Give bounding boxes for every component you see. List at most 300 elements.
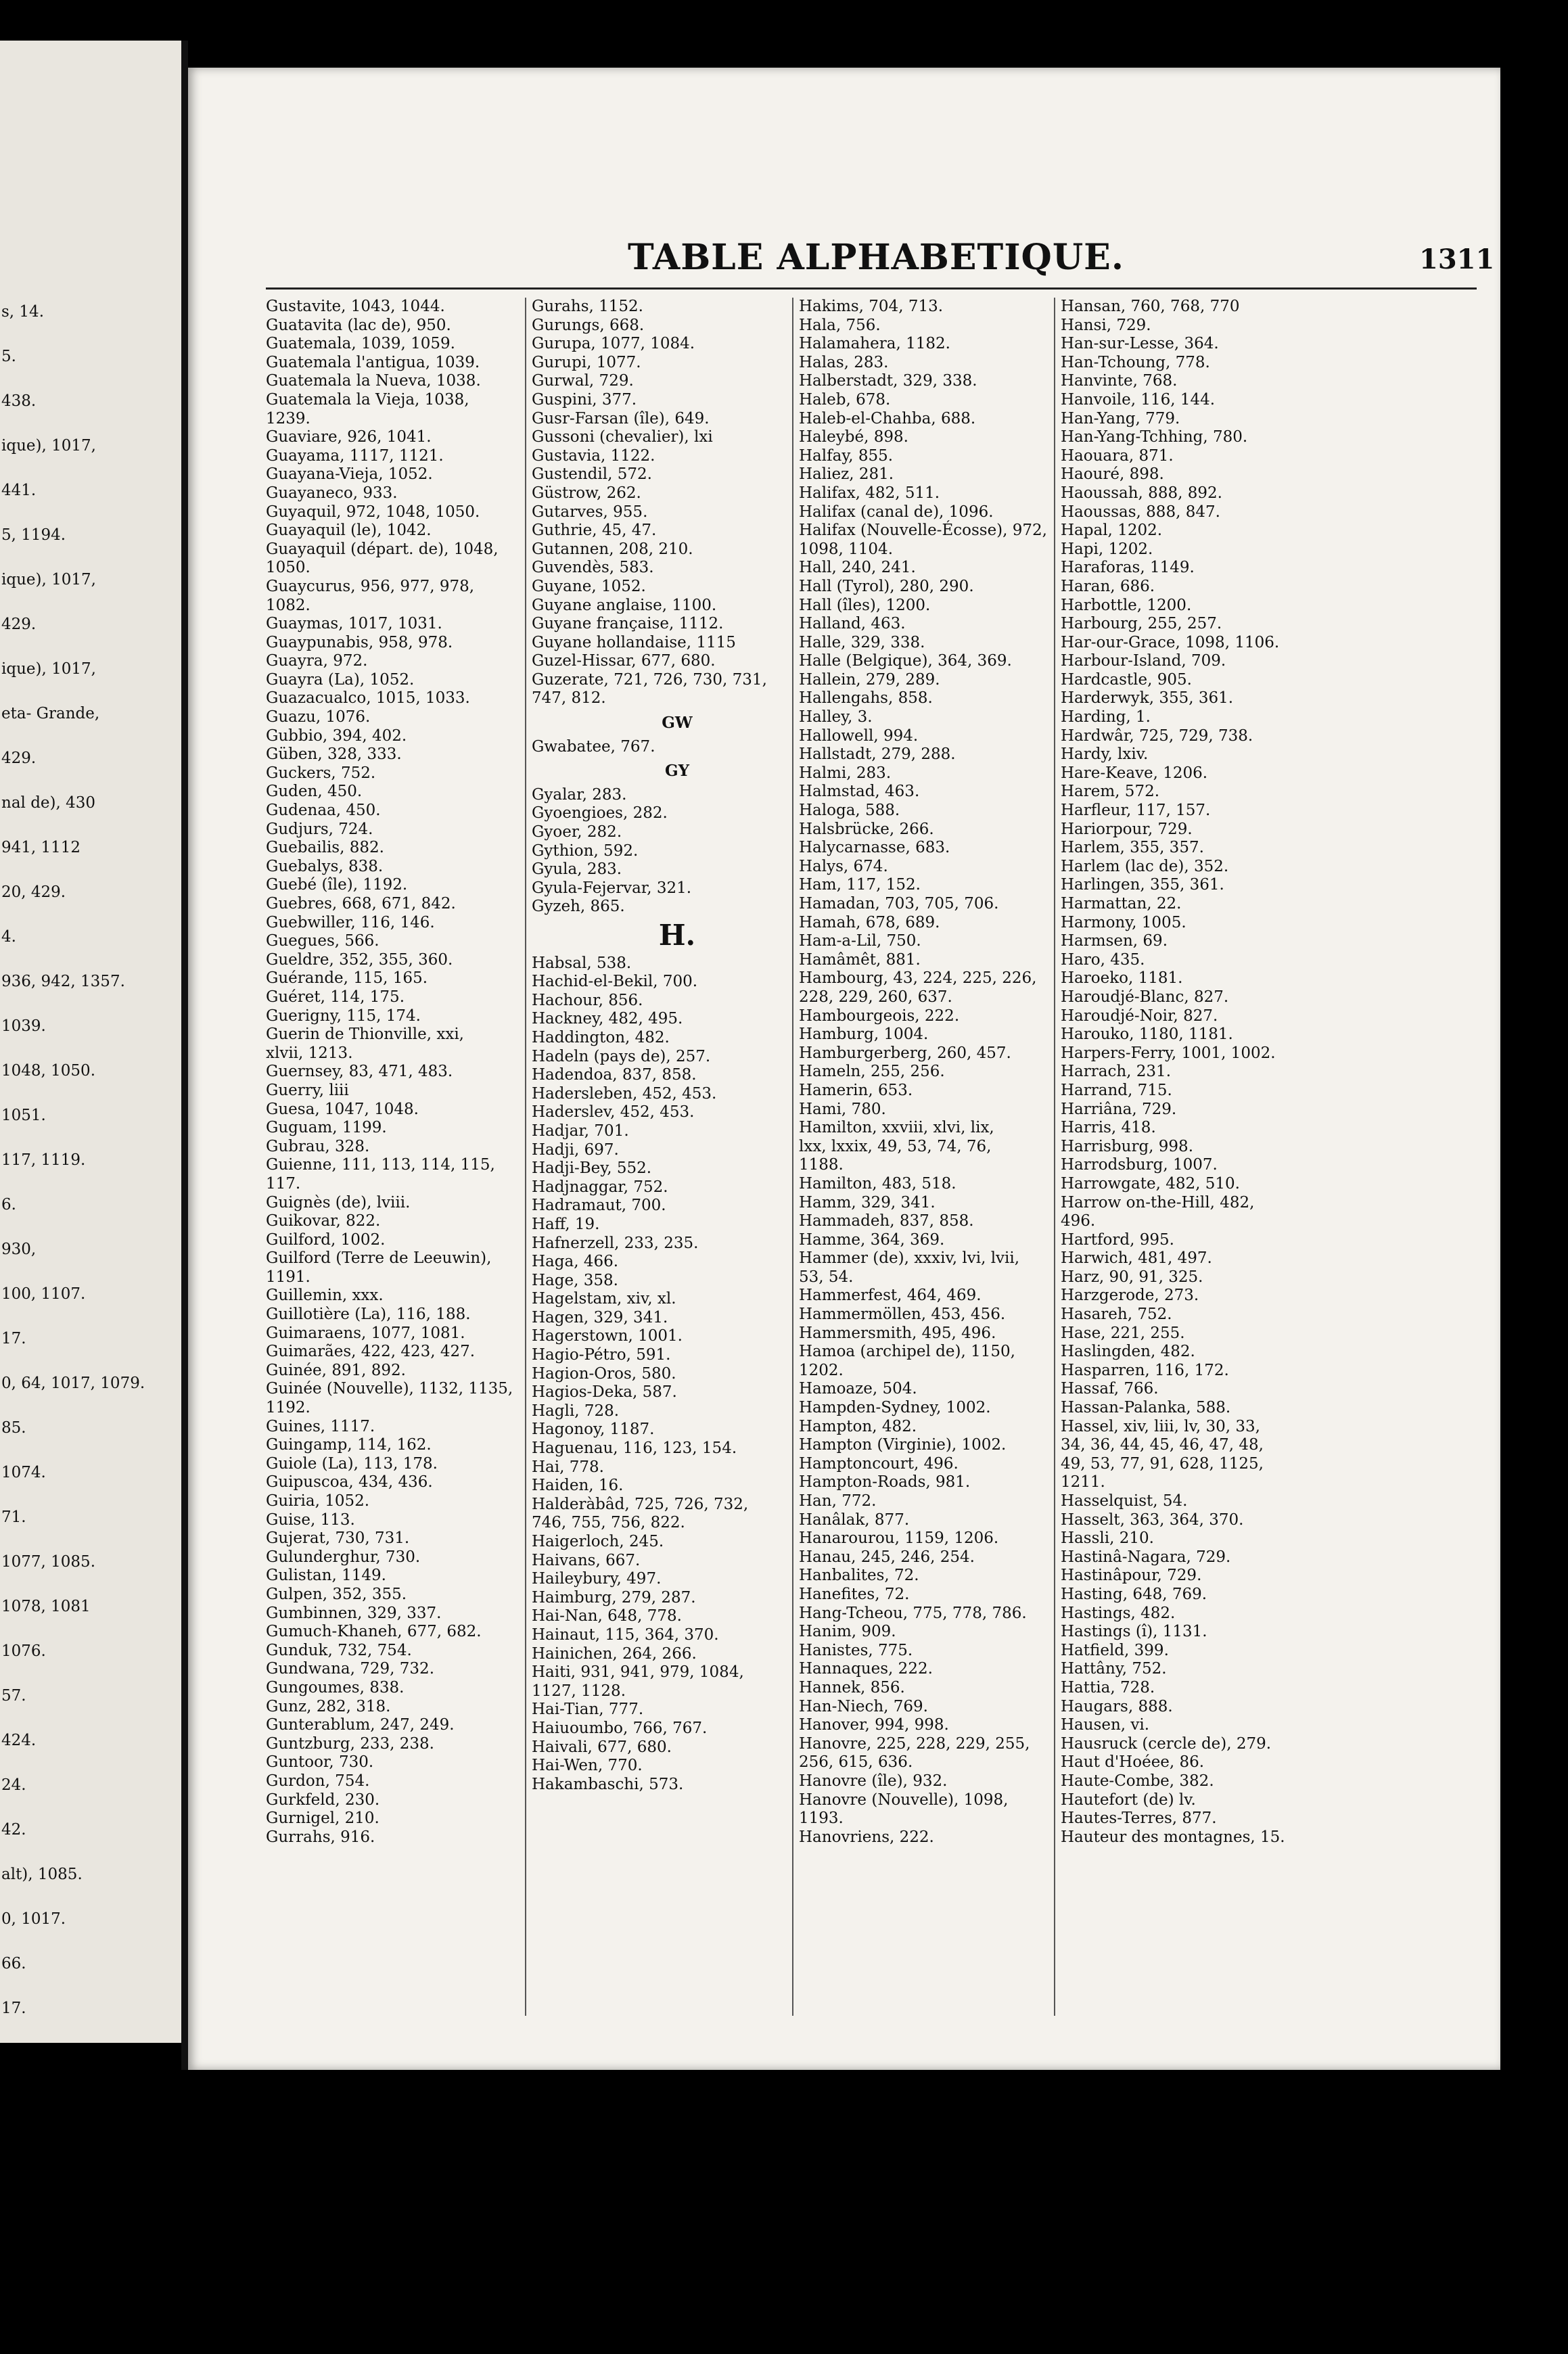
index-entry: Hadjnaggar, 752.: [532, 1178, 668, 1196]
index-entry: Hafnerzell, 233, 235.: [532, 1234, 699, 1252]
index-entry: lxx, lxxix, 49, 53, 74, 76,: [799, 1137, 992, 1155]
index-entry: Guaypunabis, 958, 978.: [266, 633, 453, 651]
index-entry: Habsal, 538.: [532, 954, 632, 972]
left-page-text: 438.: [1, 392, 37, 410]
index-entry: Halifax (canal de), 1096.: [799, 503, 994, 521]
index-entry: Guayaquil (le), 1042.: [266, 522, 432, 540]
index-entry: Hastings (î), 1131.: [1061, 1623, 1207, 1641]
index-entry: Hardy, lxiv.: [1061, 745, 1149, 764]
index-entry: 256, 615, 636.: [799, 1753, 913, 1772]
index-entry: Guntoor, 730.: [266, 1753, 374, 1772]
index-entry: Hadersleben, 452, 453.: [532, 1084, 717, 1103]
index-entry: Hasparren, 116, 172.: [1061, 1361, 1229, 1379]
index-entry: Gurkfeld, 230.: [266, 1791, 380, 1809]
index-entry: Guazu, 1076.: [266, 708, 371, 726]
left-page-text: 4.: [1, 928, 16, 946]
index-entry: Halland, 463.: [799, 615, 906, 633]
left-page-text: 1078, 1081: [1, 1598, 91, 1615]
index-entry: Hamburg, 1004.: [799, 1025, 929, 1044]
index-entry: Guesa, 1047, 1048.: [266, 1100, 419, 1118]
index-entry: 1127, 1128.: [532, 1682, 626, 1700]
index-entry: Hasselt, 363, 364, 370.: [1061, 1510, 1244, 1529]
index-entry: Hannek, 856.: [799, 1678, 905, 1697]
index-entry: Guatavita (lac de), 950.: [266, 316, 451, 334]
header-rule: [266, 287, 1477, 290]
left-page-text: 1051.: [1, 1107, 46, 1124]
left-page-text: ique), 1017,: [1, 660, 96, 678]
left-page-text: 71.: [1, 1508, 26, 1526]
index-entry: Hachour, 856.: [532, 991, 643, 1009]
index-entry: Haderslev, 452, 453.: [532, 1103, 695, 1122]
index-entry: Gurdon, 754.: [266, 1772, 370, 1790]
index-entry: Gudjurs, 724.: [266, 820, 373, 838]
index-entry: Han-Yang, 779.: [1061, 409, 1180, 428]
index-entry: Hadeln (pays de), 257.: [532, 1047, 711, 1065]
column-rule: [1054, 298, 1055, 2016]
index-entry: Guatemala l'antigua, 1039.: [266, 353, 480, 371]
index-entry: Gulistan, 1149.: [266, 1567, 386, 1585]
index-entry: Hamburgerberg, 260, 457.: [799, 1044, 1011, 1062]
index-entry: Harem, 572.: [1061, 783, 1160, 801]
index-entry: Guaymas, 1017, 1031.: [266, 615, 442, 633]
index-entry: Hamadan, 703, 705, 706.: [799, 895, 999, 913]
index-entry: Guaycurus, 956, 977, 978,: [266, 577, 475, 595]
index-entry: Gujerat, 730, 731.: [266, 1529, 410, 1548]
index-entry: Harrand, 715.: [1061, 1081, 1172, 1099]
index-entry: Han-Tchoung, 778.: [1061, 353, 1210, 371]
index-entry: 49, 53, 77, 91, 628, 1125,: [1061, 1454, 1264, 1473]
index-entry: 1211.: [1061, 1473, 1105, 1492]
index-entry: Hagelstam, xiv, xl.: [532, 1290, 676, 1308]
left-page-text: 424.: [1, 1732, 37, 1749]
index-entry: Guegues, 566.: [266, 932, 379, 950]
left-page-text: alt), 1085.: [1, 1866, 83, 1883]
index-entry: Guayaquil (départ. de), 1048,: [266, 540, 499, 558]
index-entry: Guatemala la Nueva, 1038.: [266, 372, 481, 390]
index-entry: Gurwal, 729.: [532, 372, 634, 390]
index-entry: 1193.: [799, 1809, 844, 1828]
index-entry: Guebwiller, 116, 146.: [266, 913, 435, 931]
left-page-text: 0, 64, 1017, 1079.: [1, 1375, 145, 1392]
index-entry: Hastings, 482.: [1061, 1604, 1176, 1622]
index-entry: Guignès (de), lviii.: [266, 1193, 411, 1211]
index-entry: Harlingen, 355, 361.: [1061, 876, 1224, 894]
index-entry: Hagli, 728.: [532, 1402, 620, 1420]
index-entry: Gyalar, 283.: [532, 785, 627, 804]
index-entry: Haouara, 871.: [1061, 446, 1174, 465]
index-entry: Han-Yang-Tchhing, 780.: [1061, 428, 1248, 446]
index-entry: Gythion, 592.: [532, 841, 639, 860]
index-entry: Hainichen, 264, 266.: [532, 1644, 697, 1663]
index-entry: Guayama, 1117, 1121.: [266, 446, 444, 465]
index-entry: Hasareh, 752.: [1061, 1306, 1172, 1324]
index-entry: Guntzburg, 233, 238.: [266, 1734, 434, 1753]
index-entry: Gundwana, 729, 732.: [266, 1660, 435, 1678]
left-page-text: ique), 1017,: [1, 437, 96, 455]
index-entry: Haran, 686.: [1061, 577, 1155, 595]
index-entry: Harderwyk, 355, 361.: [1061, 689, 1234, 708]
page-number: 1311: [1419, 244, 1495, 275]
index-entry: 1050.: [266, 559, 310, 577]
section-heading: GW: [662, 714, 693, 733]
index-entry: Halmstad, 463.: [799, 783, 920, 801]
index-entry: Guayra (La), 1052.: [266, 670, 415, 689]
index-entry: Halas, 283.: [799, 353, 889, 371]
index-entry: Gurnigel, 210.: [266, 1809, 379, 1828]
index-entry: 1192.: [266, 1399, 310, 1417]
book-fold: [181, 41, 188, 2070]
index-entry: Gyula-Fejervar, 321.: [532, 879, 692, 897]
index-entry: Gurrahs, 916.: [266, 1828, 375, 1846]
index-entry: Hadji, 697.: [532, 1140, 619, 1159]
index-entry: Hapal, 1202.: [1061, 522, 1163, 540]
index-entry: Guerry, liii: [266, 1081, 349, 1099]
index-entry: Hallstadt, 279, 288.: [799, 745, 956, 764]
index-entry: Hammersmith, 495, 496.: [799, 1324, 996, 1342]
index-entry: Hachid-el-Bekil, 700.: [532, 973, 698, 991]
index-entry: Guzel-Hissar, 677, 680.: [532, 652, 716, 670]
index-entry: Harbottle, 1200.: [1061, 596, 1192, 614]
left-page-text: 66.: [1, 1955, 26, 1972]
left-page-text: 936, 942, 1357.: [1, 973, 125, 990]
index-entry: Hage, 358.: [532, 1271, 618, 1289]
left-page-text: eta- Grande,: [1, 705, 100, 722]
index-entry: Hallowell, 994.: [799, 726, 919, 745]
left-page-text: 0, 1017.: [1, 1910, 66, 1928]
index-entry: Guzerate, 721, 726, 730, 731,: [532, 670, 767, 689]
index-entry: Hai-Tian, 777.: [532, 1701, 644, 1719]
index-entry: Harbourg, 255, 257.: [1061, 615, 1222, 633]
left-page-text: 429.: [1, 749, 37, 767]
index-entry: Ham-a-Lil, 750.: [799, 932, 921, 950]
index-entry: Harding, 1.: [1061, 708, 1151, 726]
index-entry: Guiria, 1052.: [266, 1492, 370, 1510]
index-entry: Hami, 780.: [799, 1100, 886, 1118]
index-entry: Halifax, 482, 511.: [799, 484, 940, 502]
left-page-text: 5.: [1, 348, 16, 365]
index-entry: Hang-Tcheou, 775, 778, 786.: [799, 1604, 1027, 1622]
index-entry: Harrow on-the-Hill, 482,: [1061, 1193, 1255, 1211]
index-entry: Haguenau, 116, 123, 154.: [532, 1439, 737, 1458]
index-entry: Halifax (Nouvelle-Écosse), 972,: [799, 522, 1047, 540]
left-page-text: 100, 1107.: [1, 1285, 86, 1303]
index-entry: Guiole (La), 113, 178.: [266, 1454, 438, 1473]
index-entry: 1098, 1104.: [799, 540, 893, 558]
index-entry: Guernsey, 83, 471, 483.: [266, 1063, 453, 1081]
left-page-text: 441.: [1, 482, 37, 499]
index-entry: Gumbinnen, 329, 337.: [266, 1604, 442, 1622]
left-page-text: 117, 1119.: [1, 1151, 86, 1169]
index-entry: Hagerstown, 1001.: [532, 1327, 683, 1345]
index-entry: Gusr-Farsan (île), 649.: [532, 409, 710, 428]
index-entry: Hanâlak, 877.: [799, 1510, 910, 1529]
left-page-text: 42.: [1, 1821, 26, 1839]
index-entry: Guguam, 1199.: [266, 1119, 387, 1137]
index-entry: Hadjar, 701.: [532, 1122, 629, 1140]
index-entry: Guienne, 111, 113, 114, 115,: [266, 1156, 495, 1174]
index-entry: Gustendil, 572.: [532, 465, 652, 484]
index-entry: Hamoaze, 504.: [799, 1380, 917, 1398]
left-page-text: 17.: [1, 2000, 26, 2017]
column-rule: [525, 298, 526, 2016]
index-entry: Haroudjé-Noir, 827.: [1061, 1007, 1218, 1025]
index-entry: Haslingden, 482.: [1061, 1343, 1195, 1361]
index-entry: Guillotière (La), 116, 188.: [266, 1306, 471, 1324]
index-entry: Harrisburg, 998.: [1061, 1137, 1194, 1155]
index-entry: Gyoengioes, 282.: [532, 804, 668, 823]
index-entry: Hassan-Palanka, 588.: [1061, 1399, 1231, 1417]
index-entry: Gyula, 283.: [532, 860, 622, 879]
index-entry: Harmattan, 22.: [1061, 895, 1182, 913]
index-entry: Hallein, 279, 289.: [799, 670, 940, 689]
left-page-text: 24.: [1, 1776, 26, 1794]
index-entry: Hanim, 909.: [799, 1623, 896, 1641]
left-page-text: s, 14.: [1, 303, 45, 321]
left-page-text: nal de), 430: [1, 794, 96, 812]
index-entry: Guilford (Terre de Leeuwin),: [266, 1249, 492, 1268]
index-entry: Gustavite, 1043, 1044.: [266, 298, 445, 315]
left-page-text: 57.: [1, 1687, 26, 1705]
index-entry: Guyane anglaise, 1100.: [532, 596, 717, 614]
index-entry: Halmi, 283.: [799, 764, 892, 782]
index-entry: Hambourgeois, 222.: [799, 1007, 960, 1025]
index-entry: Hanarourou, 1159, 1206.: [799, 1529, 999, 1548]
index-entry: Hattâny, 752.: [1061, 1660, 1167, 1678]
index-entry: Hall, 240, 241.: [799, 559, 916, 577]
index-entry: Guingamp, 114, 162.: [266, 1436, 432, 1454]
index-entry: Guckers, 752.: [266, 764, 376, 782]
index-entry: Harmony, 1005.: [1061, 913, 1186, 931]
index-entry: Haimburg, 279, 287.: [532, 1588, 696, 1607]
index-entry: Hanbalites, 72.: [799, 1567, 919, 1585]
index-entry: 496.: [1061, 1212, 1096, 1230]
index-entry: Gurungs, 668.: [532, 316, 645, 334]
index-entry: Guebé (île), 1192.: [266, 876, 408, 894]
index-entry: Guéret, 114, 175.: [266, 988, 405, 1006]
index-entry: Hastinâ-Nagara, 729.: [1061, 1548, 1231, 1566]
left-page-text: ique), 1017,: [1, 571, 96, 588]
index-entry: Hamoa (archipel de), 1150,: [799, 1343, 1015, 1361]
index-entry: Gurahs, 1152.: [532, 298, 643, 315]
left-page-text: 17.: [1, 1330, 26, 1347]
index-entry: Hardcastle, 905.: [1061, 670, 1192, 689]
index-entry: Guilford, 1002.: [266, 1230, 386, 1249]
index-entry: Harmsen, 69.: [1061, 932, 1168, 950]
index-entry: Guspini, 377.: [532, 390, 637, 409]
index-entry: Hansi, 729.: [1061, 316, 1151, 334]
index-entry: Harrach, 231.: [1061, 1063, 1171, 1081]
index-entry: Hagios-Deka, 587.: [532, 1383, 677, 1402]
index-entry: Hausruck (cercle de), 279.: [1061, 1734, 1272, 1753]
index-entry: Hakambaschi, 573.: [532, 1775, 684, 1793]
index-entry: Gumuch-Khaneh, 677, 682.: [266, 1623, 482, 1641]
index-entry: 1082.: [266, 596, 310, 614]
index-entry: Haigerloch, 245.: [532, 1533, 664, 1550]
index-entry: Hala, 756.: [799, 316, 881, 334]
index-entry: Guise, 113.: [266, 1510, 355, 1529]
index-entry: 1188.: [799, 1156, 844, 1174]
index-entry: Gudenaa, 450.: [266, 802, 381, 820]
index-entry: Han, 772.: [799, 1492, 877, 1510]
index-entry: Guazacualco, 1015, 1033.: [266, 689, 470, 708]
index-entry: 117.: [266, 1174, 301, 1193]
index-entry: Hainaut, 115, 364, 370.: [532, 1625, 719, 1644]
index-entry: Harz, 90, 91, 325.: [1061, 1268, 1203, 1286]
index-entry: Halsbrücke, 266.: [799, 820, 934, 838]
index-entry: 53, 54.: [799, 1268, 854, 1286]
index-entry: Hautes-Terres, 877.: [1061, 1809, 1217, 1828]
index-entry: Guden, 450.: [266, 783, 363, 801]
index-entry: Halle, 329, 338.: [799, 633, 925, 651]
index-entry: Hamilton, 483, 518.: [799, 1174, 956, 1193]
left-page-text: 1039.: [1, 1017, 46, 1035]
index-entry: Gunduk, 732, 754.: [266, 1641, 412, 1659]
index-entry: Han-sur-Lesse, 364.: [1061, 335, 1219, 353]
index-entry: Guayaneco, 933.: [266, 484, 398, 502]
index-entry: Hariorpour, 729.: [1061, 820, 1193, 838]
index-column-4: [1061, 298, 1372, 1847]
index-entry: Guebalys, 838.: [266, 857, 384, 875]
index-entry: Haileybury, 497.: [532, 1570, 662, 1588]
index-entry: Guatemala la Vieja, 1038,: [266, 390, 469, 409]
index-entry: Harris, 418.: [1061, 1119, 1156, 1137]
index-entry: Hagonoy, 1187.: [532, 1421, 655, 1439]
index-entry: Hamilton, xxviii, xlvi, lix,: [799, 1119, 994, 1137]
left-page-text: 1076.: [1, 1642, 46, 1660]
index-entry: 747, 812.: [532, 689, 606, 708]
index-entry: Haut d'Hoéee, 86.: [1061, 1753, 1205, 1772]
index-entry: Hamâmêt, 881.: [799, 950, 921, 969]
index-entry: Haiden, 16.: [532, 1477, 624, 1495]
index-entry: Hai-Wen, 770.: [532, 1757, 643, 1775]
index-entry: Halberstadt, 329, 338.: [799, 372, 977, 390]
index-entry: Hagen, 329, 341.: [532, 1308, 668, 1326]
index-entry: Hai-Nan, 648, 778.: [532, 1607, 682, 1625]
index-entry: 1239.: [266, 409, 310, 428]
index-entry: Halfay, 855.: [799, 446, 894, 465]
index-entry: Guinée, 891, 892.: [266, 1361, 406, 1379]
index-entry: Guinée (Nouvelle), 1132, 1135,: [266, 1380, 513, 1398]
index-entry: Haoussah, 888, 892.: [1061, 484, 1222, 502]
index-entry: Guatemala, 1039, 1059.: [266, 335, 455, 353]
index-entry: Ham, 117, 152.: [799, 876, 921, 894]
section-letter: H.: [658, 919, 696, 952]
index-entry: Gueldre, 352, 355, 360.: [266, 950, 453, 969]
index-entry: Guerin de Thionville, xxi,: [266, 1025, 464, 1044]
index-entry: Hamptoncourt, 496.: [799, 1454, 959, 1473]
index-entry: 746, 755, 756, 822.: [532, 1514, 685, 1532]
index-entry: Guvendès, 583.: [532, 559, 654, 577]
index-entry: Guaviare, 926, 1041.: [266, 428, 432, 446]
index-entry: Gutannen, 208, 210.: [532, 540, 693, 558]
index-entry: Hampden-Sydney, 1002.: [799, 1399, 991, 1417]
index-entry: Haoussas, 888, 847.: [1061, 503, 1220, 521]
index-entry: 34, 36, 44, 45, 46, 47, 48,: [1061, 1436, 1264, 1454]
index-entry: Hassli, 210.: [1061, 1529, 1154, 1548]
index-entry: Hai, 778.: [532, 1458, 604, 1476]
index-entry: Güstrow, 262.: [532, 484, 641, 502]
index-entry: Han-Niech, 769.: [799, 1697, 928, 1715]
index-entry: Hamah, 678, 689.: [799, 913, 940, 931]
index-entry: Hallengahs, 858.: [799, 689, 933, 708]
index-entry: Haleybé, 898.: [799, 428, 908, 446]
index-entry: Gunz, 282, 318.: [266, 1697, 391, 1715]
index-entry: Haivans, 667.: [532, 1551, 641, 1569]
index-entry: Hartford, 995.: [1061, 1230, 1174, 1249]
index-entry: Guérande, 115, 165.: [266, 969, 428, 988]
index-entry: Hammer (de), xxxiv, lvi, lvii,: [799, 1249, 1020, 1268]
index-entry: Guines, 1117.: [266, 1417, 375, 1435]
index-entry: Halys, 674.: [799, 857, 888, 875]
index-entry: Har-our-Grace, 1098, 1106.: [1061, 633, 1280, 651]
left-page-text: 1074.: [1, 1464, 46, 1481]
index-entry: Gunterablum, 247, 249.: [266, 1716, 455, 1734]
index-entry: Hasting, 648, 769.: [1061, 1585, 1207, 1603]
column-rule: [792, 298, 793, 2016]
index-entry: Haiti, 931, 941, 979, 1084,: [532, 1663, 744, 1682]
index-entry: Hammermöllen, 453, 456.: [799, 1306, 1006, 1324]
index-entry: Haff, 19.: [532, 1215, 600, 1233]
index-entry: Halley, 3.: [799, 708, 873, 726]
left-page-text: 1048, 1050.: [1, 1062, 95, 1080]
index-entry: Hasselquist, 54.: [1061, 1492, 1188, 1510]
index-entry: Hampton (Virginie), 1002.: [799, 1436, 1007, 1454]
index-entry: Harzgerode, 273.: [1061, 1287, 1199, 1305]
index-entry: Hastinâpour, 729.: [1061, 1567, 1202, 1585]
index-entry: Harbour-Island, 709.: [1061, 652, 1226, 670]
index-entry: Guthrie, 45, 47.: [532, 522, 657, 540]
index-entry: Hadendoa, 837, 858.: [532, 1066, 697, 1084]
index-entry: 1202.: [799, 1361, 844, 1379]
index-entry: Haroudjé-Blanc, 827.: [1061, 988, 1229, 1006]
index-entry: 1191.: [266, 1268, 310, 1286]
index-entry: Gussoni (chevalier), lxi: [532, 428, 713, 446]
index-entry: Guipuscoa, 434, 436.: [266, 1473, 433, 1492]
index-entry: Gurupa, 1077, 1084.: [532, 335, 695, 353]
index-entry: Hanovre (île), 932.: [799, 1772, 948, 1790]
index-entry: Haroeko, 1181.: [1061, 969, 1183, 988]
index-entry: Hamm, 329, 341.: [799, 1193, 936, 1211]
index-entry: Guebailis, 882.: [266, 839, 384, 857]
index-entry: Halderàbâd, 725, 726, 732,: [532, 1495, 749, 1513]
index-entry: Harrowgate, 482, 510.: [1061, 1174, 1240, 1193]
section-heading: GY: [664, 762, 690, 781]
index-entry: Hannaques, 222.: [799, 1660, 933, 1678]
index-entry: Haute-Combe, 382.: [1061, 1772, 1214, 1790]
index-entry: Harlem, 355, 357.: [1061, 839, 1204, 857]
index-entry: Hanau, 245, 246, 254.: [799, 1548, 975, 1566]
index-entry: Hare-Keave, 1206.: [1061, 764, 1208, 782]
left-page-text: 6.: [1, 1196, 16, 1214]
index-entry: Hamerin, 653.: [799, 1081, 913, 1099]
index-entry: Haouré, 898.: [1061, 465, 1164, 484]
index-entry: Hanovriens, 222.: [799, 1828, 934, 1846]
index-entry: Guyane française, 1112.: [532, 615, 724, 633]
index-entry: Haddington, 482.: [532, 1028, 670, 1046]
index-entry: Hanistes, 775.: [799, 1641, 913, 1659]
index-entry: Hambourg, 43, 224, 225, 226,: [799, 969, 1037, 988]
index-entry: Gubbio, 394, 402.: [266, 726, 407, 745]
index-entry: Haugars, 888.: [1061, 1697, 1173, 1715]
left-page-text: 429.: [1, 616, 37, 633]
index-entry: Haro, 435.: [1061, 950, 1145, 969]
index-entry: Gulpen, 352, 355.: [266, 1585, 407, 1603]
index-entry: Hattia, 728.: [1061, 1678, 1155, 1697]
index-column-1: [266, 298, 557, 1847]
index-entry: Harpers-Ferry, 1001, 1002.: [1061, 1044, 1276, 1062]
index-entry: Haloga, 588.: [799, 802, 900, 820]
left-page-text: 85.: [1, 1419, 26, 1437]
